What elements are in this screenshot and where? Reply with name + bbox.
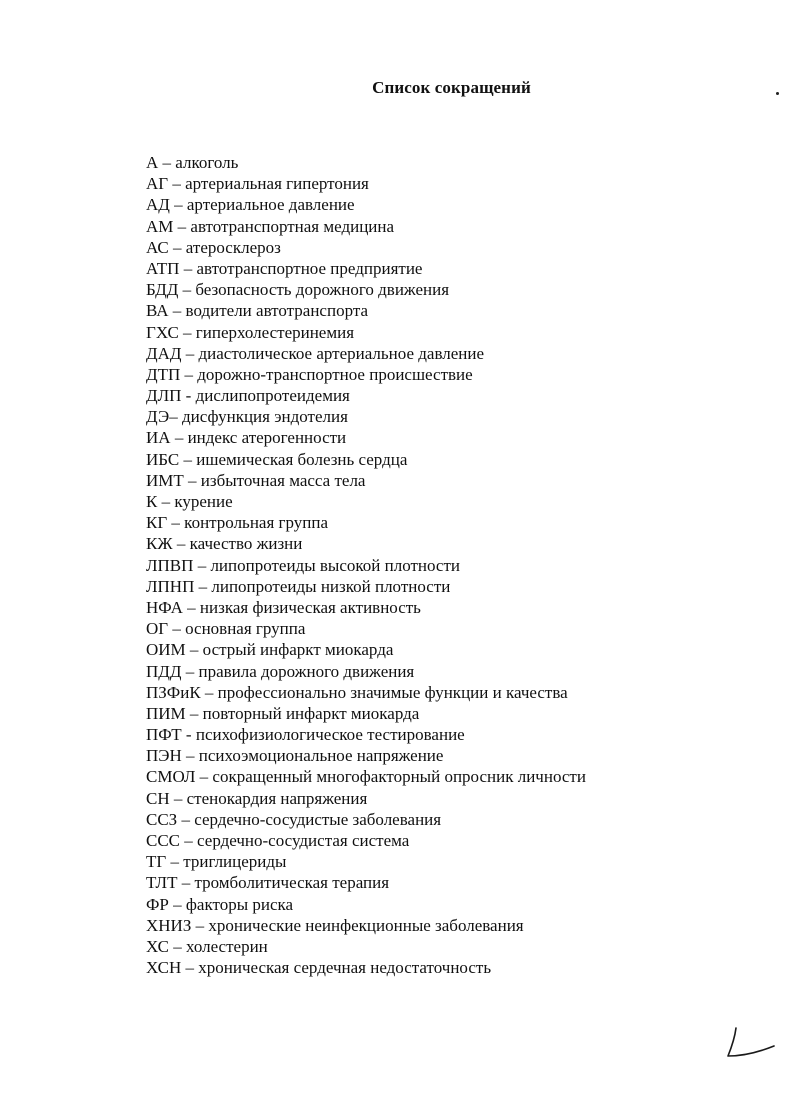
abbreviation-code: К: [146, 492, 158, 511]
abbreviation-separator: –: [172, 534, 190, 554]
abbreviation-meaning: основная группа: [185, 619, 306, 639]
abbreviation-code: ВА: [146, 301, 169, 321]
list-item: [146, 322, 586, 343]
abbreviation-meaning: острый инфаркт миокарда: [202, 640, 394, 660]
list-item: [146, 427, 586, 448]
abbreviation-meaning: липопротеиды высокой плотности: [210, 555, 461, 575]
abbreviation-separator: –: [167, 513, 185, 533]
abbreviation-meaning: стенокардия напряжения: [186, 788, 368, 808]
abbreviation-code: СН: [146, 788, 170, 808]
abbreviation-separator: –: [193, 555, 211, 575]
list-item: [146, 915, 586, 936]
list-item: [146, 872, 586, 893]
abbreviation-code: КЖ: [146, 534, 173, 554]
abbreviation-separator: -: [181, 725, 196, 745]
list-item: [146, 194, 586, 215]
list-item: [146, 533, 586, 554]
abbreviation-separator: –: [168, 237, 186, 257]
abbreviation-meaning: повторный инфаркт миокарда: [202, 703, 420, 723]
abbreviation-meaning: атеросклероз: [185, 237, 281, 257]
abbreviation-meaning: индекс атерогенности: [187, 428, 347, 448]
list-item: [146, 406, 586, 427]
list-item: [146, 470, 586, 491]
list-item: [146, 830, 586, 851]
abbreviation-separator: –: [178, 322, 196, 342]
list-item: [146, 364, 586, 385]
list-item: [146, 491, 586, 512]
list-item: [146, 576, 586, 597]
abbreviation-separator: –: [168, 894, 186, 914]
abbreviation-meaning: холестерин: [185, 936, 268, 956]
abbreviation-code: ЛПНП: [146, 576, 195, 596]
abbreviation-meaning: правила дорожного движения: [198, 661, 415, 681]
abbreviation-meaning: психоэмоциональное напряжение: [198, 746, 444, 766]
abbreviation-separator: –: [178, 280, 196, 300]
abbreviation-separator: –: [180, 364, 198, 384]
abbreviation-code: А: [146, 153, 159, 172]
list-item: [146, 936, 586, 957]
list-item: [146, 957, 586, 978]
stray-dot: [776, 92, 779, 95]
list-item: [146, 745, 586, 766]
abbreviation-separator: –: [177, 809, 195, 829]
abbreviation-meaning: психофизиологическое тестирование: [195, 725, 465, 745]
abbreviation-meaning: триглицериды: [183, 852, 287, 872]
abbreviation-separator: –: [168, 936, 186, 956]
abbreviation-list: [146, 152, 586, 978]
abbreviation-code: ЛПВП: [146, 555, 194, 575]
abbreviation-meaning: хроническая сердечная недостаточность: [198, 958, 492, 978]
abbreviation-code: ХС: [146, 936, 169, 956]
abbreviation-code: ПЭН: [146, 746, 182, 766]
abbreviation-separator: –: [166, 852, 184, 872]
abbreviation-meaning: диастолическое артериальное давление: [198, 343, 485, 363]
abbreviation-separator: -: [181, 386, 196, 406]
abbreviation-separator: –: [181, 343, 199, 363]
abbreviation-separator: –: [179, 449, 197, 469]
abbreviation-meaning: автотранспортное предприятие: [196, 258, 423, 278]
abbreviation-code: СМОЛ: [146, 767, 196, 787]
abbreviation-separator: –: [169, 195, 187, 215]
abbreviation-code: ГХС: [146, 322, 179, 342]
list-item: [146, 682, 586, 703]
list-item: [146, 385, 586, 406]
abbreviation-code: ИБС: [146, 449, 180, 469]
page-title: Список сокращений: [372, 78, 531, 97]
list-item: [146, 152, 586, 173]
abbreviation-meaning: дорожно-транспортное происшествие: [197, 364, 473, 384]
abbreviation-code: ДЭ: [146, 407, 170, 427]
list-item: [146, 237, 586, 258]
list-item: [146, 555, 586, 576]
abbreviation-meaning: избыточная масса тела: [200, 470, 366, 490]
abbreviation-separator: –: [179, 258, 197, 278]
list-item: [146, 851, 586, 872]
list-item: [146, 809, 586, 830]
abbreviation-meaning: водители автотранспорта: [185, 301, 369, 321]
abbreviation-code: ДЛП: [146, 386, 182, 406]
abbreviation-meaning: дислипопротеидемия: [195, 386, 350, 406]
list-item: [146, 258, 586, 279]
list-item: [146, 894, 586, 915]
abbreviation-code: ССС: [146, 831, 181, 850]
abbreviation-code: НФА: [146, 597, 183, 617]
abbreviation-meaning: низкая физическая активность: [199, 597, 421, 617]
abbreviation-separator: –: [194, 576, 212, 596]
abbreviation-separator: –: [195, 767, 213, 787]
abbreviation-code: ДТП: [146, 364, 181, 384]
abbreviation-separator: –: [181, 661, 199, 681]
abbreviation-meaning: ишемическая болезнь сердца: [196, 449, 408, 469]
signature-mark: [726, 1026, 778, 1060]
list-item: [146, 343, 586, 364]
abbreviation-separator: –: [170, 428, 188, 448]
abbreviation-code: ХНИЗ: [146, 915, 192, 935]
abbreviation-meaning: дисфункция эндотелия: [182, 407, 348, 427]
list-item: [146, 279, 586, 300]
abbreviation-code: ОИМ: [146, 640, 186, 660]
abbreviation-separator: –: [168, 619, 186, 639]
abbreviation-separator: –: [183, 470, 201, 490]
list-item: [146, 724, 586, 745]
abbreviation-meaning: липопротеиды низкой плотности: [211, 576, 451, 596]
list-item: [146, 512, 586, 533]
abbreviation-meaning: курение: [174, 492, 233, 511]
abbreviation-code: ТЛТ: [146, 873, 178, 893]
abbreviation-separator: –: [157, 492, 175, 511]
abbreviation-code: ДАД: [146, 343, 182, 363]
abbreviation-meaning: качество жизни: [189, 534, 303, 554]
abbreviation-meaning: автотранспортная медицина: [190, 216, 395, 236]
abbreviation-code: ПДД: [146, 661, 182, 681]
abbreviation-meaning: сердечно-сосудистые заболевания: [194, 809, 442, 829]
list-item: [146, 788, 586, 809]
list-item: [146, 639, 586, 660]
abbreviation-separator: –: [169, 788, 187, 808]
abbreviation-meaning: хронические неинфекционные заболевания: [208, 915, 524, 935]
abbreviation-meaning: алкоголь: [175, 153, 239, 172]
abbreviation-meaning: тромболитическая терапия: [194, 873, 390, 893]
list-item: [146, 300, 586, 321]
abbreviation-separator: –: [177, 873, 195, 893]
abbreviation-separator: –: [182, 597, 200, 617]
abbreviation-separator: –: [169, 407, 182, 427]
abbreviation-code: ПФТ: [146, 725, 182, 745]
abbreviation-separator: –: [158, 153, 176, 172]
list-item: [146, 216, 586, 237]
list-item: [146, 597, 586, 618]
abbreviation-separator: –: [168, 174, 186, 194]
abbreviation-code: ТГ: [146, 852, 167, 872]
abbreviation-separator: –: [185, 640, 203, 660]
abbreviation-code: ФР: [146, 894, 169, 914]
abbreviation-code: АС: [146, 237, 169, 257]
abbreviation-meaning: артериальное давление: [186, 195, 355, 215]
abbreviation-meaning: артериальная гипертония: [185, 174, 369, 194]
abbreviation-separator: –: [168, 301, 186, 321]
list-item: [146, 703, 586, 724]
abbreviation-meaning: гиперхолестеринемия: [195, 322, 355, 342]
abbreviation-meaning: сокращенный многофакторный опросник личности: [212, 767, 586, 787]
abbreviation-separator: –: [200, 682, 218, 702]
list-item: [146, 173, 586, 194]
abbreviation-code: ПЗФиК: [146, 682, 201, 702]
list-item: [146, 618, 586, 639]
abbreviation-code: АГ: [146, 174, 169, 194]
list-item: [146, 766, 586, 787]
abbreviation-separator: –: [185, 703, 203, 723]
abbreviation-code: АТП: [146, 258, 180, 278]
abbreviation-separator: –: [181, 958, 199, 978]
abbreviation-separator: –: [181, 746, 199, 766]
abbreviation-code: ОГ: [146, 619, 169, 639]
abbreviation-code: ХСН: [146, 958, 182, 978]
abbreviation-meaning: контрольная группа: [184, 513, 329, 533]
abbreviation-meaning: факторы риска: [185, 894, 294, 914]
abbreviation-meaning: сердечно-сосудистая система: [197, 831, 410, 850]
abbreviation-separator: –: [180, 831, 198, 850]
abbreviation-separator: –: [191, 915, 209, 935]
abbreviation-code: КГ: [146, 513, 168, 533]
abbreviation-code: ИА: [146, 428, 171, 448]
abbreviation-code: ИМТ: [146, 470, 184, 490]
abbreviation-code: ПИМ: [146, 703, 186, 723]
list-item: [146, 449, 586, 470]
abbreviation-code: ССЗ: [146, 809, 178, 829]
abbreviation-meaning: профессионально значимые функции и качества: [217, 682, 568, 702]
abbreviation-code: АД: [146, 195, 170, 215]
abbreviation-meaning: безопасность дорожного движения: [195, 280, 450, 300]
abbreviation-code: БДД: [146, 280, 179, 300]
list-item: [146, 661, 586, 682]
abbreviation-code: АМ: [146, 216, 174, 236]
abbreviation-separator: –: [173, 216, 191, 236]
